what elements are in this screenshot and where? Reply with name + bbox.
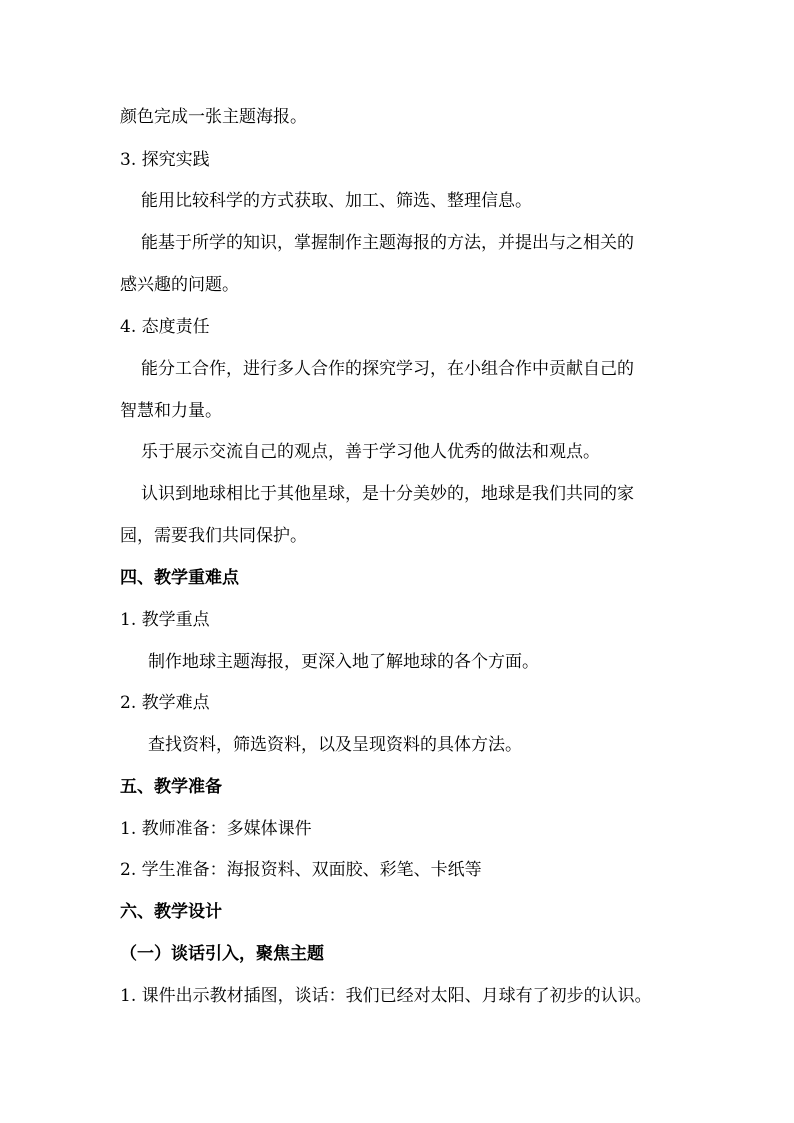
paragraph-line: 乐于展示交流自己的观点，善于学习他人优秀的做法和观点。: [141, 442, 600, 462]
list-item: 2. 学生准备：海报资料、双面胶、彩笔、卡纸等: [120, 860, 482, 880]
paragraph-line: 能基于所学的知识，掌握制作主题海报的方法，并提出与之相关的: [141, 233, 634, 253]
subheading-key-point: 1. 教学重点: [120, 610, 210, 630]
paragraph-line: 制作地球主题海报，更深入地了解地球的各个方面。: [148, 652, 539, 672]
chapter-heading-design: 六、教学设计: [120, 902, 222, 922]
subheading-difficult-point: 2. 教学难点: [120, 693, 210, 713]
list-item: 1. 教师准备：多媒体课件: [120, 819, 312, 839]
paragraph-line: 感兴趣的问题。: [120, 275, 239, 295]
chapter-heading-key-points: 四、教学重难点: [120, 568, 239, 588]
paragraph-line: 查找资料，筛选资料，以及呈现资料的具体方法。: [148, 735, 522, 755]
paragraph-line: 园，需要我们共同保护。: [120, 526, 307, 546]
paragraph-line: 智慧和力量。: [120, 401, 222, 421]
paragraph-line: 1. 课件出示教材插图，谈话：我们已经对太阳、月球有了初步的认识。: [120, 986, 652, 1006]
chapter-heading-preparation: 五、教学准备: [120, 777, 222, 797]
paragraph-line: 认识到地球相比于其他星球，是十分美妙的，地球是我们共同的家: [141, 484, 634, 504]
paragraph-line: 能分工合作，进行多人合作的探究学习，在小组合作中贡献自己的: [141, 359, 634, 379]
subsection-heading: （一）谈话引入，聚焦主题: [120, 944, 324, 964]
paragraph-line: 颜色完成一张主题海报。: [120, 107, 307, 127]
section-heading-3: 3. 探究实践: [120, 150, 210, 170]
paragraph-line: 能用比较科学的方式获取、加工、筛选、整理信息。: [141, 191, 532, 211]
section-heading-4: 4. 态度责任: [120, 317, 210, 337]
